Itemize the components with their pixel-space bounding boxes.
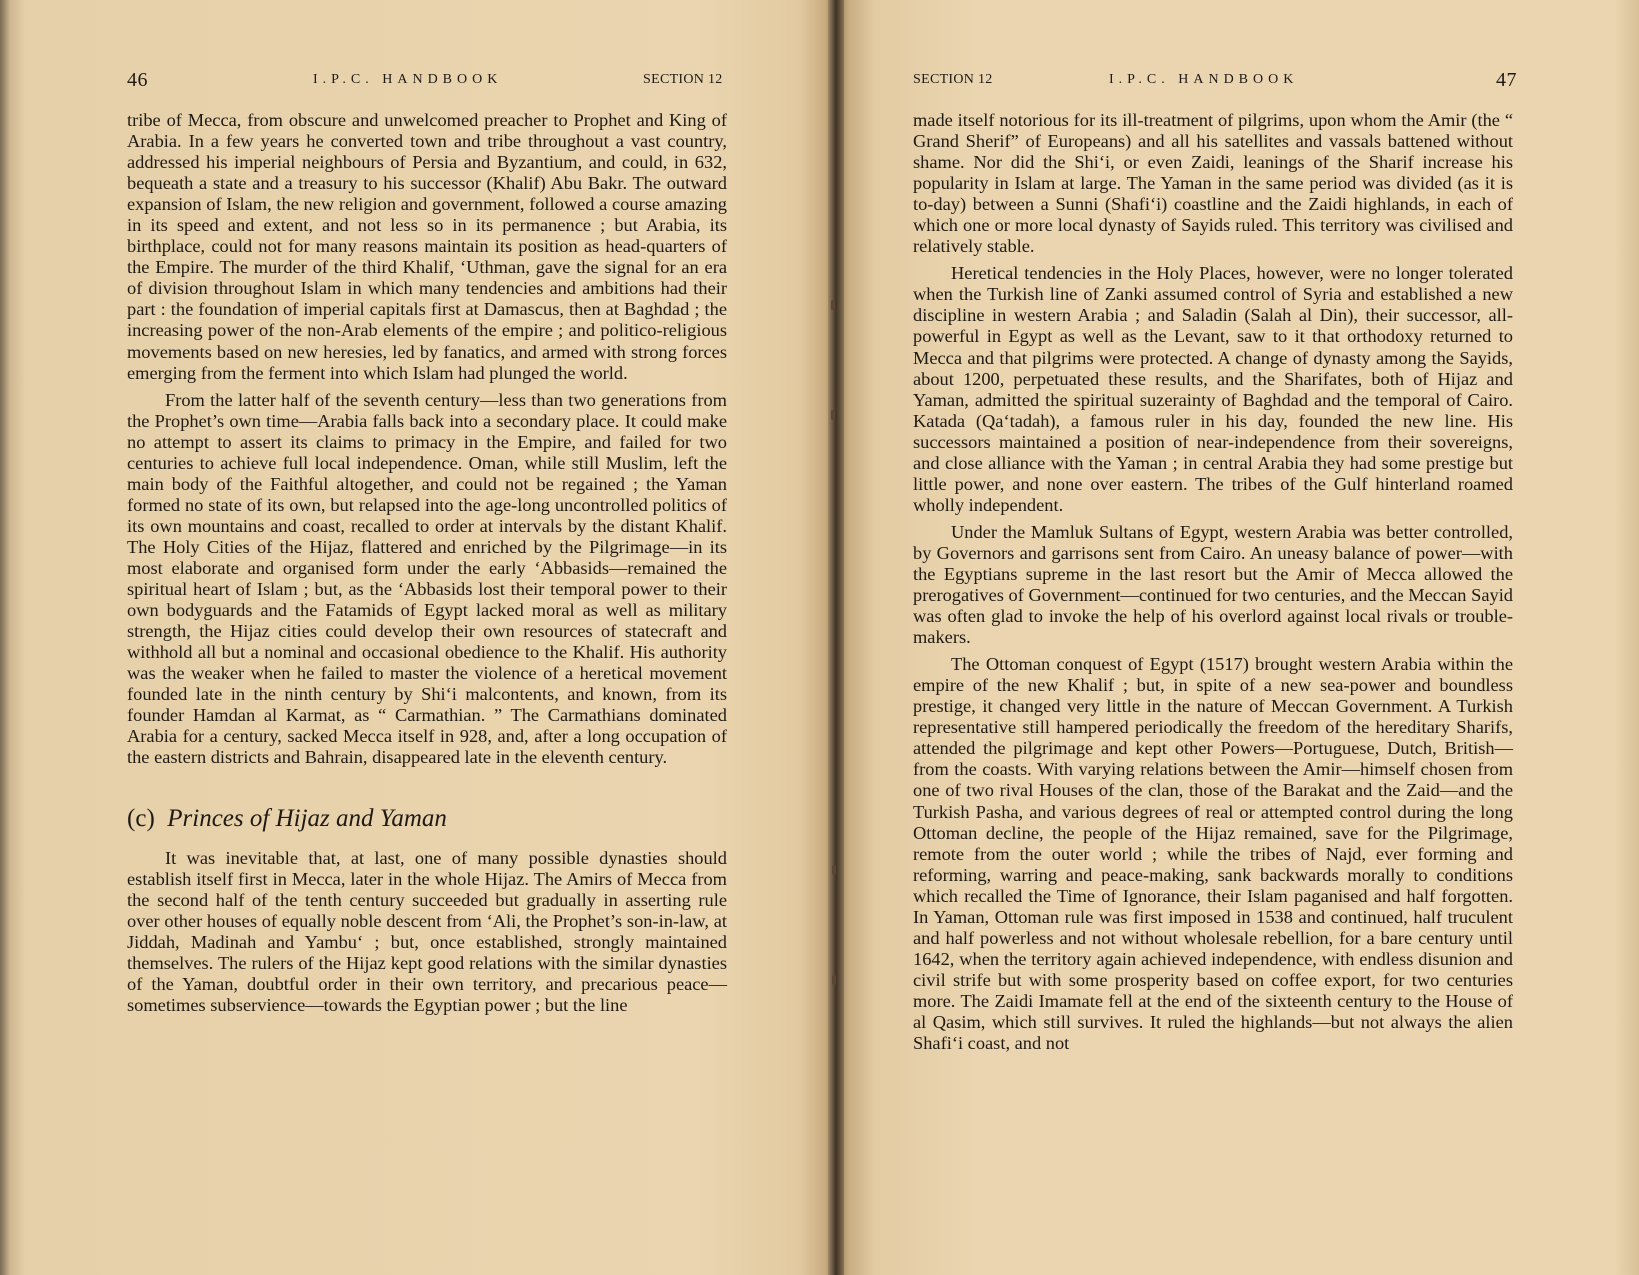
left-paragraph-2: From the latter half of the seventh century—less than two generations from the Prophet’s own time—Arabia falls back into a secondary place. It could make no attempt to assert its claims to primacy in the Empire, and failed for two centuries to achieve full local independence. Oman, while still Muslim, left the main body of the Faithful altogether, and could not be regained ; the Yaman formed no state of its own, but relapsed into the age-long uncontrolled politics of its own mountains and coast, recalled to order at intervals by the distant Khalif. The Holy Cities of the Hijaz, flattered and enriched by the Pilgrimage—in its most elaborate and organised form under the early ‘Abbasids—remained the spiritual heart of Islam ; but, as the ‘Abbasids lost their temporal power to their own bodyguards and the Fatamids of Egypt lacked moral as well as military strength, the Hijaz cities could develop their own resources of statecraft and withhold all but a nominal and occasional obedience to the Khalif. His authority was the weaker when he failed to master the violence of a heretical movement founded late in the ninth century by Shi‘i malcontents, and known, from its founder Hamdan al Karmat, as “ Carmathian. ” The Carmathians dominated Arabia for a century, sacked Mecca itself in 928, and, after a long occupation of the eastern districts and Bahrain, disappeared late in the eleventh century. <box>127 389 727 768</box>
right-paragraph-4: The Ottoman conquest of Egypt (1517) brought western Arabia within the empire of the new Khalif ; but, in spite of a new sea-power and boundless prestige, it changed very little in the nature of Meccan Government. A Turkish representative still hampered periodically the freedom of the hereditary Sharifs, attended the pilgrimage and kept other Powers—Portuguese, Dutch, British—from the coasts. With varying relations between the Amir—himself chosen from one of two rival Houses of the clan, those of the Barakat and the Zaid—and the Turkish Pasha, and various degrees of real or attempted control during the long Ottoman decline, the people of the Hijaz remained, save for the Pilgrimage, remote from the outer world ; while the tribes of Najd, ever forming and reforming, warring and peace-making, sank backwards morally to conditions which recalled the Time of Ignorance, their Islam paganised and half forgotten. In Yaman, Ottoman rule was first imposed in 1538 and continued, half truculent and half powerless and not without wholesale rebellion, for a bare century until 1642, when the territory again achieved independence, with endless disunion and civil strife but with some prosperity based on coffee export, for two centuries more. The Zaidi Imamate fell at the end of the sixteenth century to the House of al Qasim, which still survives. It ruled the highlands—but not always the alien Shafi‘i coast, and not <box>913 654 1513 1054</box>
book-gutter <box>828 0 844 1275</box>
left-body-text <box>127 110 727 1016</box>
right-page-number: 47 <box>1496 69 1517 91</box>
left-paragraph-1: tribe of Mecca, from obscure and unwelcomed preacher to Prophet and King of Arabia. In a few years he converted town and tribe throughout a vast country, addressed his imperial neighbours of Persia and Byzantium, and could, in 632, bequeath a state and a treasury to his successor (Khalif) Abu Bakr. The outward expansion of Islam, the new religion and government, followed a course amazing in its speed and extent, and not less so in its permanence ; but Arabia, its birthplace, could not for many reasons maintain its position as head-quarters of the Empire. The murder of the third Khalif, ‘Uthman, gave the signal for an era of division throughout Islam in which many tendencies and ambitions had their part : the foundation of imperial capitals first at Damascus, then at Baghdad ; the increasing power of the non-Arab elements of the empire ; and politico-religious movements based on new heresies, led by fanatics, and armed with strong forces emerging from the ferment into which Islam had plunged the world. <box>127 110 727 383</box>
left-running-head <box>127 69 727 96</box>
right-body-text <box>913 110 1513 1054</box>
right-paragraph-2: Heretical tendencies in the Holy Places, however, were no longer tolerated when the Turkish line of Zanki assumed control of Syria and established a new discipline in western Arabia ; and Saladin (Salah al Din), their successor, all-powerful in Egypt as well as the Levant, saw to it that orthodoxy returned to Mecca and that pilgrims were protected. A change of dynasty among the Sayids, about 1200, perpetuated these results, and the Sharifates, both of Hijaz and Yaman, admitted the spiritual suzerainty of Baghdad and the temporal of Cairo. Katada (Qa‘tadah), a famous ruler in his day, founded the new line. His successors maintained a position of near-independence from their sovereigns, and close alliance with the Yaman ; in central Arabia they had some prestige but little power, and none over eastern. The tribes of the Gulf hinterland roamed wholly independent. <box>913 263 1513 515</box>
section-heading-letter: c <box>135 805 147 833</box>
right-paragraph-3: Under the Mamluk Sultans of Egypt, western Arabia was better controlled, by Governors and garrisons sent from Cairo. An uneasy balance of power—with the Egyptians supreme in the last resort but the Amir of Mecca allowed the prerogatives of Government—continued for two centuries, and the Meccan Sayid was often glad to invoke the help of his overlord against local rivals or trouble-makers. <box>913 521 1513 648</box>
binding-thread-mark <box>832 865 836 875</box>
binding-thread-mark <box>831 300 835 310</box>
right-paragraph-1: made itself notorious for its ill-treatment of pilgrims, upon whom the Amir (the “ Grand Sherif” of Europeans) and all his satellites and vassals battened without shame. Nor did the Shi‘i, or even Zaidi, leanings of the Sharif increase his popularity in Islam at large. The Yaman in the same period was divided (as it is to-day) between a Sunni (Shafi‘i) coastline and the Zaidi highlands, in each of which one or more local dynasty of Sayids ruled. This territory was civilised and relatively stable. <box>913 110 1513 257</box>
left-header-section: SECTION 12 <box>643 72 723 87</box>
binding-thread-mark <box>831 410 835 420</box>
right-header-section: SECTION 12 <box>913 72 993 87</box>
left-header-title: I.P.C. HANDBOOK <box>313 72 503 87</box>
right-header-title: I.P.C. HANDBOOK <box>1109 72 1299 87</box>
section-heading: (c) Princes of Hijaz and Yaman <box>127 805 447 833</box>
binding-thread-mark <box>832 975 836 985</box>
section-heading-text: Princes of Hijaz and Yaman <box>167 805 447 833</box>
left-paragraph-3: It was inevitable that, at last, one of many possible dynasties should establish itself first in Mecca, later in the whole Hijaz. The Amirs of Mecca from the second half of the tenth century succeeded but gradually in asserting rule over other houses of equally noble descent from ‘Ali, the Prophet’s son-in-law, at Jiddah, Madinah and Yambu‘ ; but, once established, strongly maintained themselves. The rulers of the Hijaz kept good relations with the similar dynasties of the Yaman, doubtful order in their own territory, and precarious peace—sometimes subservience—towards the Egyptian power ; but the line <box>127 847 727 1015</box>
right-running-head <box>913 69 1517 96</box>
left-page-number: 46 <box>127 69 148 91</box>
